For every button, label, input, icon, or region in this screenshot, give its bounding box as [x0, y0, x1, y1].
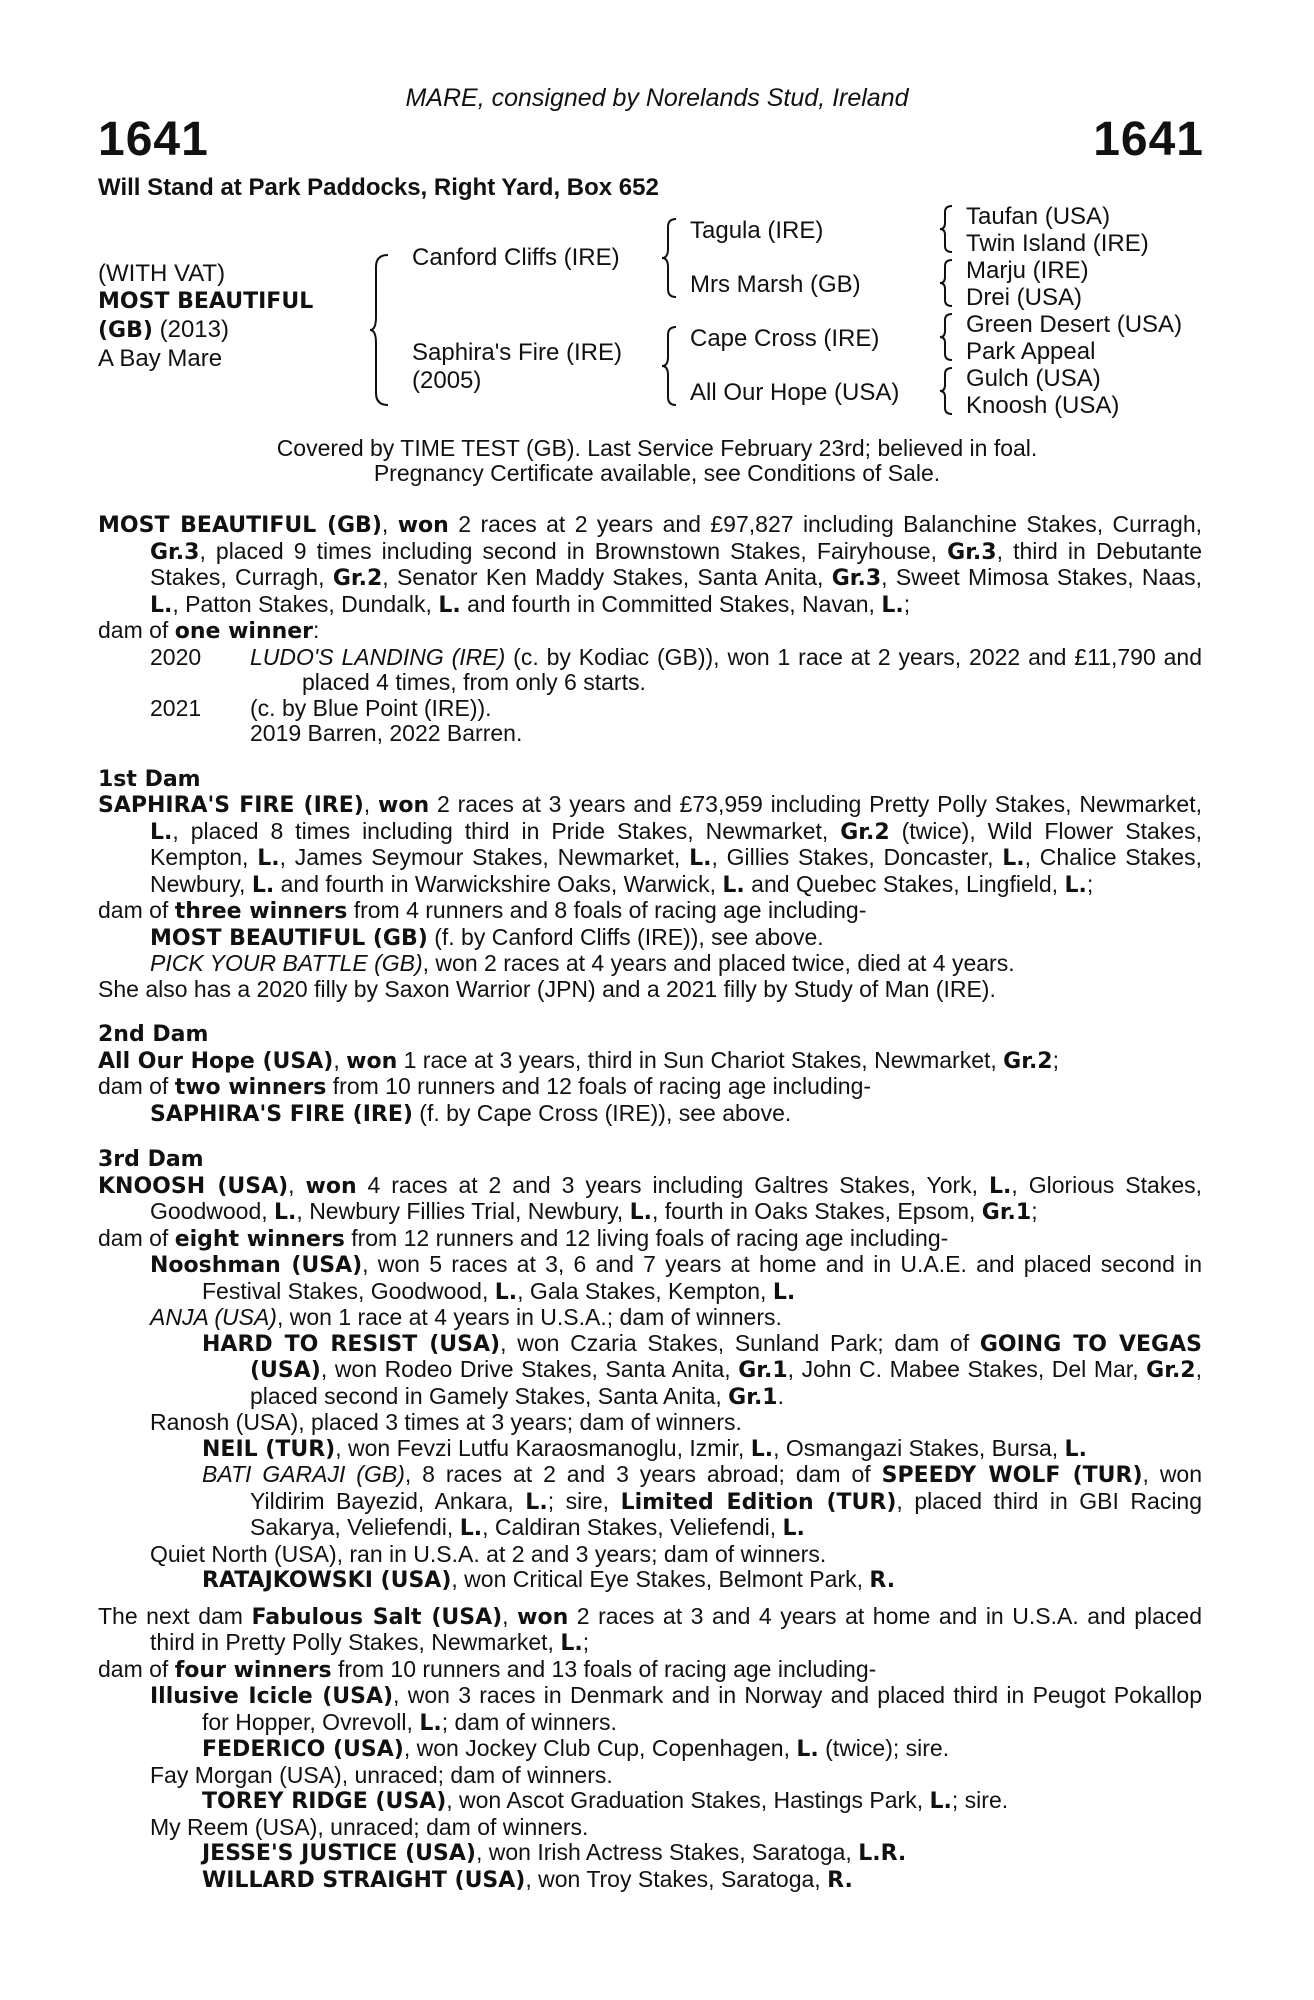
- next-dam-jesses-justice: JESSE'S JUSTICE (USA), won Irish Actress Stakes, Saratoga, L.R.: [202, 1839, 907, 1866]
- barren-years: 2019 Barren, 2022 Barren.: [250, 720, 523, 746]
- next-dam-record: The next dam Fabulous Salt (USA), won 2 races at 3 and 4 years at home and in U.S.A. and placed third in Pretty Polly Stakes, Newmarket, L.;: [98, 1602, 1203, 1656]
- dam-dam-dam: Knoosh (USA): [966, 392, 1120, 419]
- brace-sd: [938, 258, 954, 308]
- next-dam-my-reem: My Reem (USA), unraced; dam of winners.: [150, 1813, 589, 1840]
- covered-line: Covered by TIME TEST (GB). Last Service February 23rd; believed in foal.: [276, 435, 1038, 461]
- second-dam-record: All Our Hope (USA), won 1 race at 3 years, third in Sun Chariot Stakes, Newmarket, Gr.2;: [98, 1046, 1059, 1074]
- next-dam-dam-of: dam of four winners from 10 runners and 13 foals of racing age including-: [98, 1655, 877, 1683]
- catalogue-body: [98, 512, 1202, 1893]
- produce-2021: 2021 (c. by Blue Point (IRE)).: [150, 694, 492, 721]
- first-dam-heading: 1st Dam: [98, 766, 201, 792]
- sire-sire: Tagula (IRE): [690, 217, 824, 244]
- next-dam-willard-straight: WILLARD STRAIGHT (USA), won Troy Stakes, Saratoga, R.: [202, 1865, 853, 1893]
- sire-sire-sire: Taufan (USA): [966, 203, 1111, 230]
- next-dam-illusive-icicle: Illusive Icicle (USA), won 3 races in Denmark and in Norway and placed third in Peugot Pokallop for Hopper, Ovrevoll, L.; dam of winners.: [150, 1682, 1202, 1736]
- lot-number-left: 1641: [98, 113, 209, 166]
- brace-dd: [938, 366, 954, 416]
- first-dam-also: She also has a 2020 filly by Saxon Warrior (JPN) and a 2021 filly by Study of Man (IRE).: [98, 975, 996, 1002]
- sire-dam-sire: Marju (IRE): [966, 257, 1089, 284]
- third-dam-bati-garaji: BATI GARAJI (GB), 8 races at 2 and 3 years abroad; dam of SPEEDY WOLF (TUR), won Yildirim Bayezid, Ankara, L.; sire, Limited Edition (TUR), placed third in GBI Racing Sakarya, Veliefendi, L., Caldiran Stakes, Veliefendi, L.: [202, 1461, 1203, 1541]
- next-dam-federico: FEDERICO (USA), won Jockey Club Cup, Copenhagen, L. (twice); sire.: [202, 1735, 950, 1762]
- third-dam-ratajkowski: RATAJKOWSKI (USA), won Critical Eye Stakes, Belmont Park, R.: [202, 1566, 896, 1593]
- dam-name: Saphira's Fire (IRE): [412, 339, 622, 366]
- brace-dam: [660, 325, 678, 407]
- horse-record: MOST BEAUTIFUL (GB), won 2 races at 2 years and £97,827 including Balanchine Stakes, Curragh, Gr.3, placed 9 times including second in Brownstown Stakes, Fairyhouse, Gr.3, third in Debutante Stakes, Curragh, Gr.2, Senator Ken Maddy Stakes, Santa Anita, Gr.3, Sweet Mimosa Stakes, Naas, L., Patton Stakes, Dundalk, L. and fourth in Committed Stakes, Navan, L.;: [98, 511, 1203, 618]
- second-dam-dam-of: dam of two winners from 10 runners and 12 foals of racing age including-: [98, 1073, 872, 1100]
- first-dam-foal-1: MOST BEAUTIFUL (GB) (f. by Canford Cliffs (IRE)), see above.: [150, 923, 824, 951]
- first-dam-dam-of: dam of three winners from 4 runners and 8 foals of racing age including-: [98, 897, 867, 924]
- next-dam-torey-ridge: TOREY RIDGE (USA), won Ascot Graduation Stakes, Hastings Park, L.; sire.: [202, 1787, 1009, 1814]
- stand-location: Will Stand at Park Paddocks, Right Yard, Box 652: [98, 174, 659, 201]
- horse-description: A Bay Mare: [98, 345, 223, 372]
- third-dam-ranosh: Ranosh (USA), placed 3 times at 3 years; dam of winners.: [150, 1409, 742, 1435]
- third-dam-record: KNOOSH (USA), won 4 races at 2 and 3 years including Galtres Stakes, York, L., Glorious Stakes, Goodwood, L., Newbury Fillies Trial, Newbury, L., fourth in Oaks Stakes, Epsom, Gr.1;: [98, 1171, 1202, 1225]
- third-dam-hard-to-resist: HARD TO RESIST (USA), won Czaria Stakes, Sunland Park; dam of GOING TO VEGAS (USA), won Rodeo Drive Stakes, Santa Anita, Gr.1, John C. Mabee Stakes, Del Mar, Gr.2, placed second in Gamely Stakes, Santa Anita, Gr.1.: [202, 1329, 1202, 1410]
- horse-dam-of: dam of one winner:: [98, 617, 320, 644]
- third-dam-quiet-north: Quiet North (USA), ran in U.S.A. at 2 and 3 years; dam of winners.: [150, 1540, 827, 1567]
- dam-sire: Cape Cross (IRE): [690, 325, 880, 352]
- dam-year: (2005): [412, 367, 482, 394]
- horse-block: [98, 260, 313, 373]
- pregnancy-line: Pregnancy Certificate available, see Conditions of Sale.: [373, 460, 941, 486]
- second-dam-foal-1: SAPHIRA'S FIRE (IRE) (f. by Cape Cross (IRE)), see above.: [150, 1099, 792, 1127]
- brace-main: [368, 253, 390, 407]
- vat-label: (WITH VAT): [98, 260, 226, 287]
- third-dam-neil: NEIL (TUR), won Fevzi Lutfu Karaosmanoglu, Izmir, L., Osmangazi Stakes, Bursa, L.: [202, 1434, 1087, 1462]
- sire: Canford Cliffs (IRE): [412, 244, 620, 271]
- brace-ds: [938, 312, 954, 362]
- third-dam-nooshman: Nooshman (USA), won 5 races at 3, 6 and 7 years at home and in U.A.E. and placed second in Festival Stakes, Goodwood, L., Gala Stakes, Kempton, L.: [150, 1251, 1202, 1305]
- next-dam-fay-morgan: Fay Morgan (USA), unraced; dam of winners.: [150, 1761, 613, 1788]
- sire-sire-dam: Twin Island (IRE): [966, 230, 1149, 257]
- dam-sire-dam: Park Appeal: [966, 338, 1096, 365]
- third-dam-anja: ANJA (USA), won 1 race at 4 years in U.S.A.; dam of winners.: [150, 1304, 782, 1330]
- sire-dam-dam: Drei (USA): [966, 284, 1083, 311]
- sire-dam: Mrs Marsh (GB): [690, 271, 861, 298]
- first-dam-foal-2: PICK YOUR BATTLE (GB), won 2 races at 4 years and placed twice, died at 4 years.: [150, 950, 1015, 976]
- lot-number-right: 1641: [1093, 113, 1204, 166]
- dam-sire-sire: Green Desert (USA): [966, 311, 1183, 338]
- second-dam-heading: 2nd Dam: [98, 1022, 209, 1047]
- produce-2020: 2020 LUDO'S LANDING (IRE) (c. by Kodiac (GB)), won 1 race at 2 years, 2022 and £11,790 and placed 4 times, from only 6 starts.: [150, 643, 1202, 695]
- third-dam-dam-of: dam of eight winners from 12 runners and 12 living foals of racing age including-: [98, 1224, 949, 1252]
- consignment-line: MARE, consigned by Norelands Stud, Ireland: [405, 84, 909, 112]
- dam-dam-sire: Gulch (USA): [966, 365, 1101, 392]
- first-dam-record: SAPHIRA'S FIRE (IRE), won 2 races at 3 years and £73,959 including Pretty Polly Stakes, Newmarket, L., placed 8 times including third in Pride Stakes, Newmarket, Gr.2 (twice), Wild Flower Stakes, Kempton, L., James Seymour Stakes, Newmarket, L., Gillies Stakes, Doncaster, L., Chalice Stakes, Newbury, L. and fourth in Warwickshire Oaks, Warwick, L. and Quebec Stakes, Lingfield, L.;: [98, 791, 1203, 898]
- brace-sire: [660, 217, 678, 299]
- dam-dam: All Our Hope (USA): [690, 379, 900, 406]
- third-dam-heading: 3rd Dam: [98, 1147, 204, 1172]
- horse-name: MOST BEAUTIFUL: [98, 289, 314, 314]
- horse-country-year: (GB) (2013): [98, 316, 229, 343]
- brace-ss: [938, 204, 954, 254]
